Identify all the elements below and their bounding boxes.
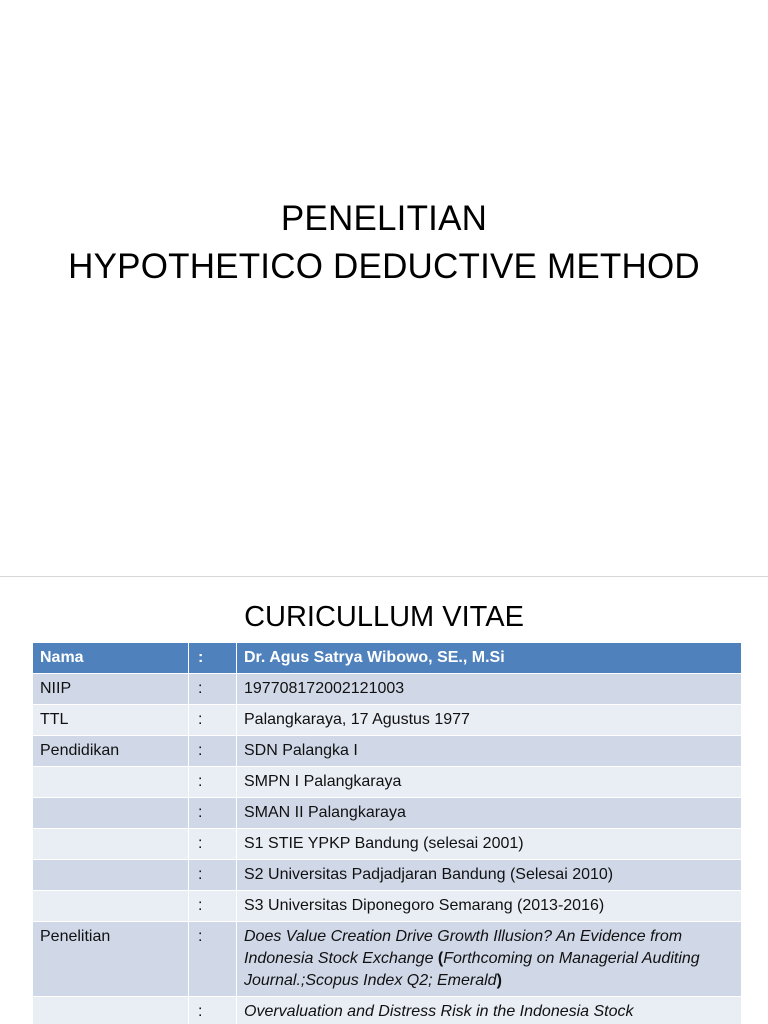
row-value: Palangkaraya, 17 Agustus 1977 xyxy=(237,705,742,736)
row-label: NIIP xyxy=(33,674,189,705)
row-value: SMPN I Palangkaraya xyxy=(237,767,742,798)
research-paren-close: ) xyxy=(496,972,502,989)
row-sep: : xyxy=(189,997,237,1024)
header-sep: : xyxy=(189,643,237,674)
row-label xyxy=(33,798,189,829)
research-paren-open: ( xyxy=(437,950,444,967)
research-title: Does Value Creation Drive Growth Illusion? An Evidence from Indonesia Stock Exchange xyxy=(244,928,683,967)
row-sep: : xyxy=(189,829,237,860)
row-label xyxy=(33,829,189,860)
row-sep: : xyxy=(189,798,237,829)
slide-title xyxy=(0,195,768,291)
header-value: Dr. Agus Satrya Wibowo, SE., M.Si xyxy=(237,643,742,674)
row-label xyxy=(33,891,189,922)
row-value: S1 STIE YPKP Bandung (selesai 2001) xyxy=(237,829,742,860)
table-row xyxy=(33,736,742,767)
row-label xyxy=(33,860,189,891)
row-value: S2 Universitas Padjadjaran Bandung (Selesai 2010) xyxy=(237,860,742,891)
cv-table xyxy=(32,642,742,1024)
row-sep: : xyxy=(189,736,237,767)
research-entry xyxy=(237,997,742,1024)
title-line-2: HYPOTHETICO DEDUCTIVE METHOD xyxy=(68,247,700,286)
cv-slide xyxy=(0,577,768,1024)
row-label: Pendidikan xyxy=(33,736,189,767)
row-value: S3 Universitas Diponegoro Semarang (2013-2016) xyxy=(237,891,742,922)
row-label: TTL xyxy=(33,705,189,736)
table-row xyxy=(33,891,742,922)
row-label xyxy=(33,997,189,1024)
table-row xyxy=(33,860,742,891)
title-line-1: PENELITIAN xyxy=(280,199,488,238)
row-sep: : xyxy=(189,891,237,922)
cv-title: CURICULLUM VITAE xyxy=(244,601,524,633)
row-label xyxy=(33,767,189,798)
research-title: Overvaluation and Distress Risk in the Indonesia Stock xyxy=(244,1003,634,1020)
table-row xyxy=(33,997,742,1024)
table-header-row xyxy=(33,643,742,674)
table-row xyxy=(33,798,742,829)
row-value: SDN Palangka I xyxy=(237,736,742,767)
row-label: Penelitian xyxy=(33,922,189,997)
table-row xyxy=(33,922,742,997)
row-sep: : xyxy=(189,922,237,997)
row-sep: : xyxy=(189,705,237,736)
row-sep: : xyxy=(189,767,237,798)
table-row xyxy=(33,829,742,860)
header-label: Nama xyxy=(33,643,189,674)
row-value: SMAN II Palangkaraya xyxy=(237,798,742,829)
research-note: Forthcoming on Managerial Auditing Journal.;Scopus Index Q2; Emerald xyxy=(244,950,700,989)
row-value: 197708172002121003 xyxy=(237,674,742,705)
research-entry xyxy=(237,922,742,997)
table-row xyxy=(33,674,742,705)
table-row xyxy=(33,767,742,798)
table-row xyxy=(33,705,742,736)
row-sep: : xyxy=(189,674,237,705)
row-sep: : xyxy=(189,860,237,891)
